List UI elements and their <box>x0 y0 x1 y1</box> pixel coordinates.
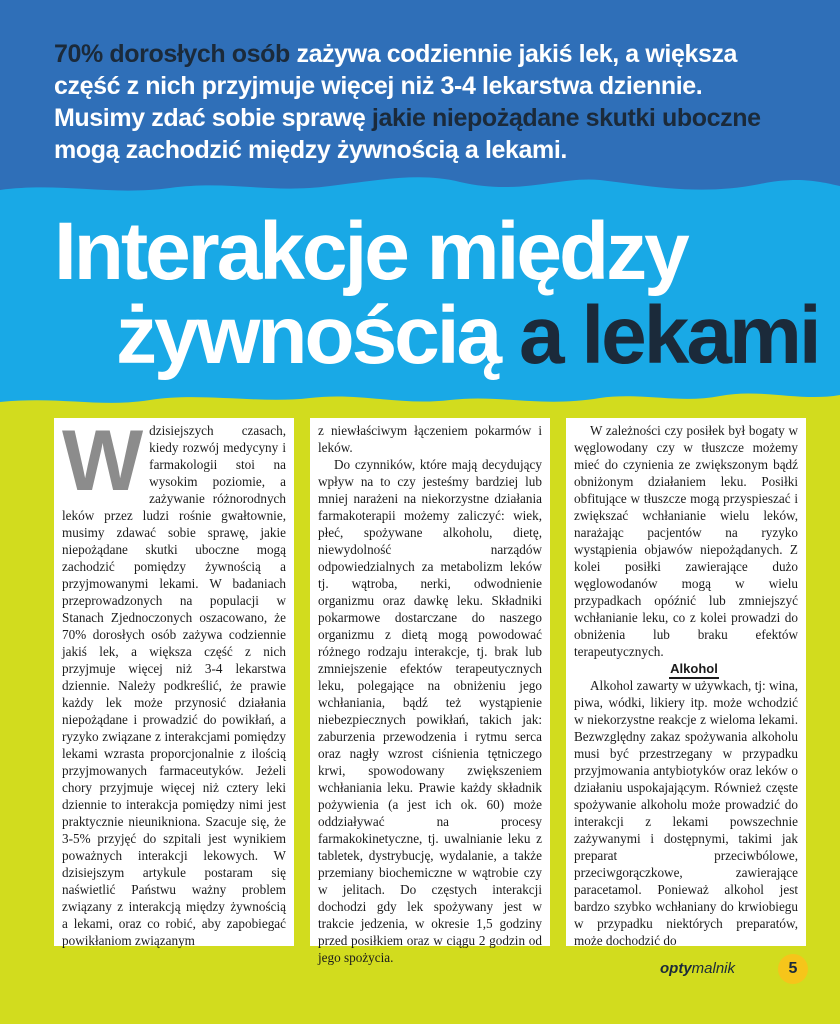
column-3-paragraph-1: W zależności czy posiłek był bogaty w węglowodany czy w tłuszcze możemy mieć do czynienia ze zwiększonym bądź obniżonym działaniem leku. Posiłki obfitujące w tłuszcze mogą przyspieszać i zwiększać wchłanianie wielu leków, narażając pacjentów na ryzyko wystąpienia objawów niepożądanych. Z kolei posiłki zawierające dużo węglowodanów mogą w wielu przypadkach opóźnić lub zmniejszyć wchłanianie leku, co z kolei prowadzi do obniżenia lub braku efektów terapeutycznych. <box>574 423 798 659</box>
magazine-brand <box>660 960 735 977</box>
column-2-paragraph-2: Do czynników, które mają decydujący wpływ na to czy jesteśmy bardziej lub mniej narażeni na niekorzystne działania farmakoterapii możemy zaliczyć: wiek, płeć, spożywane alkoholu, dietę, niewydolność narządów odpowiedzialnych za metabolizm leków tj. wątroba, nerki, odwodnienie organizmu oraz dawkę leku. Składniki pokarmowe dostarczane do naszego organizmu z dietą mogą powodować różnego rodzaju interakcje, tj. brak lub zmniejszenie efektów terapeutycznych leku, polegające na obniżeniu jego wchłaniania, bądź też wystąpienie niebezpiecznych powikłań, takich jak: zaburzenia przewodzenia i rytmu serca oraz nagły wzrost ciśnienia tętniczego krwi, spowodowany zwiększeniem wchłaniania leku. Prawie każdy składnik pożywienia (a jest ich ok. 60) może oddziaływać na procesy farmakokinetyczne, tj. uwalnianie leku z tabletek, dystrybucję, wydalanie, a także przemiany biochemiczne w wątrobie czy w jelitach. Do częstych interakcji dochodzi gdy lek spożywany jest w trakcie jedzenia, w okresie 1,5 godziny przed posiłkiem oraz w ciągu 2 godzin od jego spożycia. <box>318 457 542 965</box>
title-line-2 <box>54 290 819 381</box>
article-column-3 <box>566 418 806 946</box>
article-column-1 <box>54 413 294 948</box>
title-line-2-dark: a lekami <box>518 290 819 381</box>
drop-cap: W <box>62 413 144 509</box>
title-line-2-white: żywnością <box>116 290 500 381</box>
page-number-badge: 5 <box>778 954 808 984</box>
intro-highlight-1: 70% dorosłych osób <box>54 40 290 68</box>
intro-highlight-2: jakie niepożądane skutki uboczne <box>371 104 761 132</box>
column-2-paragraph-1: z niewłaściwym łączeniem pokarmów i leków. <box>318 423 542 455</box>
intro-text-1: zażywa codziennie jakiś lek, a większa część z nich przyjmuje więcej niż 3-4 lekarstwa dziennie. Musimy zdać sobie sprawę <box>54 40 738 132</box>
intro-text-2: mogą zachodzić między żywnością a lekami. <box>54 136 567 164</box>
column-3-paragraph-2: Alkohol zawarty w używkach, tj: wina, piwa, wódki, likiery itp. może wchodzić w niekorzystne reakcje z wieloma lekami. Bezwzględny zakaz spożywania alkoholu musi być przestrzegany w przypadku przyjmowania antybiotyków oraz leków o działaniu uspokajającym. Również częste spożywanie alkoholu może prowadzić do interakcji z lekami powszechnie zażywanymi i dostępnymi, takimi jak preparat przeciwbólowe, przeciwgorączkowe, zawierające paracetamol. Ponieważ alkohol jest bardzo szybko wchłaniany do krwiobiegu w przypadku niektórych preparatów, może dochodzić do <box>574 678 798 948</box>
section-heading-text: Alkohol <box>669 661 719 679</box>
intro-text <box>54 38 774 166</box>
brand-bold: opty <box>660 960 692 977</box>
page-title <box>54 206 819 381</box>
brand-rest: malnik <box>691 960 736 977</box>
section-heading-alkohol <box>574 660 798 677</box>
title-line-1: Interakcje między <box>54 206 687 297</box>
article-column-2 <box>310 418 550 965</box>
column-1-paragraph: dzisiejszych czasach, kiedy rozwój medycyny i farmakologii stoi na wysokim poziomie, a zażywanie różnorodnych leków przez ludzi rośnie gwałtownie, musimy zdawać sobie sprawę, jakie niepożądane skutki uboczne mogą zachodzić pomiędzy żywnością a przyjmowanymi lekami. W badaniach przeprowadzonych na populacji w Stanach Zjednoczonych oszacowano, że 70% dorosłych osób zażywa codziennie jakiś lek, a większa część z nich przyjmuje więcej niż 3-4 lekarstwa dziennie. Należy podkreślić, że prawie każdy lek może przynosić działania niepożądane i prowadzić do powikłań, a ryzyko związane z interakcjami pomiędzy lekami wzrasta proporcjonalnie z ilością przyjmowanych farmaceutyków. Jeżeli chory przyjmuje więcej niż cztery leki dziennie to interakcja pomiędzy nimi jest praktycznie nieunikniona. Szacuje się, że 3-5% przyjęć do szpitali jest wynikiem poważnych interakcji lekowych. W dzisiejszym artykule postaram się naświetlić Państwu ważny problem związany z interakcją między żywnością a lekami, oraz co robić, aby zapobiegać powikłaniom związanym <box>62 423 286 948</box>
